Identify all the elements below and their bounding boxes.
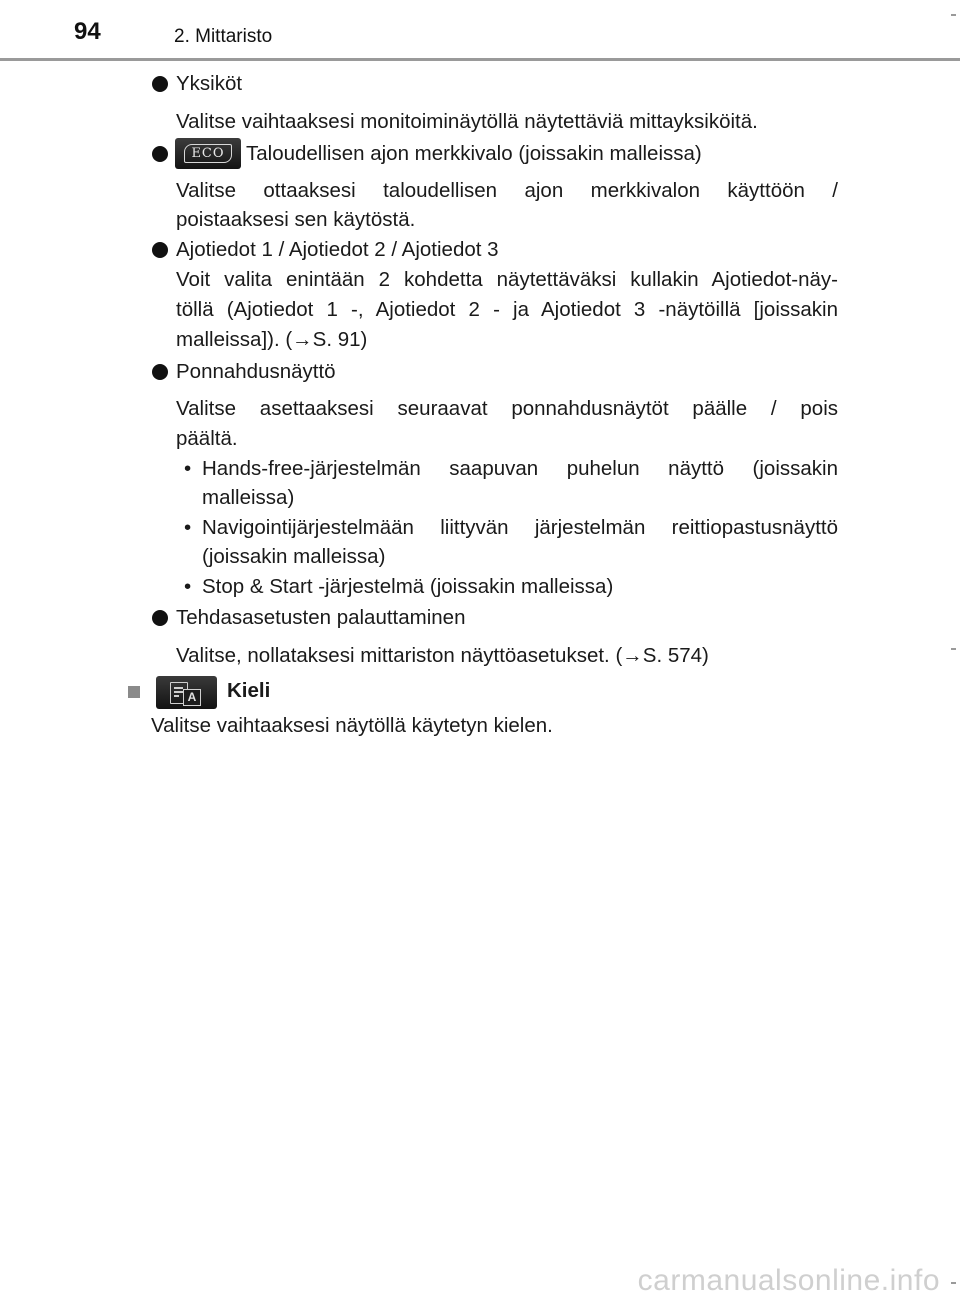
sub-item-1-line-1: Hands-free-järjestelmän saapuvan puhelun näyttö (joissakin [202, 457, 838, 480]
sub-item-2-line-2: (joissakin malleissa) [202, 545, 386, 568]
item-desc-tehdas: Valitse, nollataksesi mittariston näyttöasetukset. (→S. 574) [176, 644, 709, 667]
crop-mark [951, 648, 956, 650]
sub-bullet-icon: • [184, 457, 192, 480]
header-rule [0, 58, 960, 61]
sub-bullet-icon: • [184, 575, 192, 598]
sub-bullet-icon: • [184, 516, 192, 539]
item-desc-ajotiedot-3: malleissa]). (→S. 91) [176, 328, 368, 351]
page-number: 94 [74, 18, 101, 45]
item-title-eco: Taloudellisen ajon merkkivalo (joissakin malleissa) [246, 142, 702, 165]
section-title-kieli: Kieli [227, 679, 271, 702]
bullet-icon [152, 610, 168, 626]
language-icon [156, 676, 217, 709]
item-desc-eco-2: poistaaksesi sen käytöstä. [176, 208, 416, 231]
crop-mark [951, 1282, 956, 1284]
section-title: 2. Mittaristo [174, 26, 273, 47]
bullet-icon [152, 242, 168, 258]
sub-item-2-line-1: Navigointijärjestelmään liittyvän järjestelmän reittiopastusnäyttö [202, 516, 838, 539]
bullet-icon [152, 146, 168, 162]
eco-indicator-icon [175, 138, 241, 169]
item-title-ajotiedot: Ajotiedot 1 / Ajotiedot 2 / Ajotiedot 3 [176, 238, 499, 261]
eco-icon-label: ECO [184, 144, 231, 163]
item-desc-ponnahdus-1: Valitse asettaaksesi seuraavat ponnahdusnäytöt päälle / pois [176, 397, 838, 420]
bullet-icon [152, 364, 168, 380]
sub-item-1-line-2: malleissa) [202, 486, 295, 509]
sub-item-3: Stop & Start -järjestelmä (joissakin malleissa) [202, 575, 614, 598]
item-desc-ponnahdus-2: päältä. [176, 427, 238, 450]
item-title-tehdas: Tehdasasetusten palauttaminen [176, 606, 466, 629]
section-desc-kieli: Valitse vaihtaaksesi näytöllä käytetyn kielen. [151, 714, 553, 737]
item-desc-ajotiedot-2: töllä (Ajotiedot 1 -, Ajotiedot 2 - ja Ajotiedot 3 -näytöillä [joissakin [176, 298, 838, 321]
item-desc-eco-1: Valitse ottaaksesi taloudellisen ajon merkkivalon käyttöön / [176, 179, 838, 202]
section-square-icon [128, 686, 140, 698]
crop-mark [951, 14, 956, 16]
watermark: carmanualsonline.info [637, 1264, 940, 1297]
page-header [0, 0, 960, 62]
item-title-ponnahdus: Ponnahdusnäyttö [176, 360, 336, 383]
item-title-yksikot: Yksiköt [176, 72, 243, 95]
letter-a-icon: A [183, 689, 201, 706]
bullet-icon [152, 76, 168, 92]
item-desc-yksikot: Valitse vaihtaaksesi monitoiminäytöllä näytettäviä mittayksiköitä. [176, 110, 758, 133]
item-desc-ajotiedot-1: Voit valita enintään 2 kohdetta näytettäväksi kullakin Ajotiedot-näy- [176, 268, 838, 291]
